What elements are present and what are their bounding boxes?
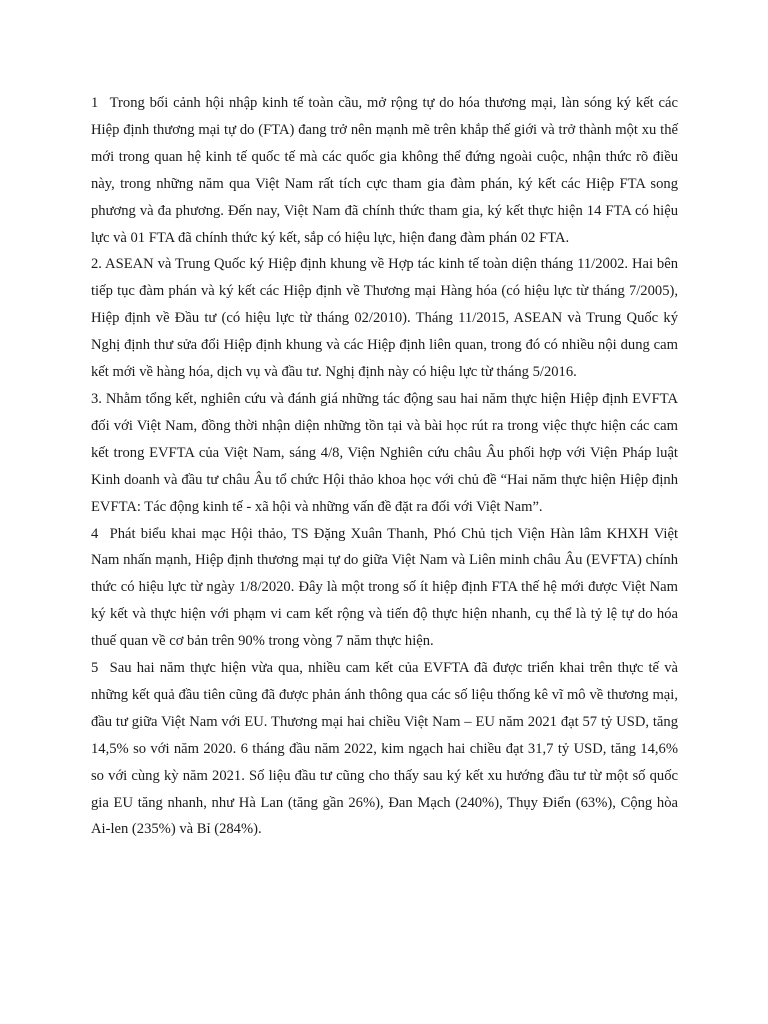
paragraph-5: 5 Sau hai năm thực hiện vừa qua, nhiều cam kết của EVFTA đã được triển khai trên thực tế và những kết quả đầu tiên cũng đã được phản ánh thông qua các số liệu thống kê vĩ mô về thương mại, đầu tư giữa Việt Nam với EU. Thương mại hai chiều Việt Nam – EU năm 2021 đạt 57 tỷ USD, tăng 14,5% so với năm 2020. 6 tháng đầu năm 2022, kim ngạch hai chiều đạt 31,7 tỷ USD, tăng 14,6% so với cùng kỳ năm 2021. Số liệu đầu tư cũng cho thấy sau ký kết xu hướng đầu tư từ một số quốc gia EU tăng nhanh, như Hà Lan (tăng gần 26%), Đan Mạch (240%), Thụy Điển (63%), Cộng hòa Ai-len (235%) và Bỉ (284%).	[91, 660, 678, 838]
paragraph-3: 3. Nhằm tổng kết, nghiên cứu và đánh giá những tác động sau hai năm thực hiện Hiệp định EVFTA đối với Việt Nam, đồng thời nhận diện những tồn tại và bài học rút ra trong việc thực hiện các cam kết trong EVFTA của Việt Nam, sáng 4/8, Viện Nghiên cứu châu Âu phối hợp với Viện Pháp luật Kinh doanh và đầu tư châu Âu tổ chức Hội thảo khoa học với chủ đề “Hai năm thực hiện Hiệp định EVFTA: Tác động kinh tế - xã hội và những vấn đề đặt ra đối với Việt Nam”.	[91, 390, 678, 515]
document-body	[91, 90, 678, 843]
paragraph-4: 4 Phát biểu khai mạc Hội thảo, TS Đặng Xuân Thanh, Phó Chủ tịch Viện Hàn lâm KHXH Việt Nam nhấn mạnh, Hiệp định thương mại tự do giữa Việt Nam và Liên minh châu Âu (EVFTA) chính thức có hiệu lực từ ngày 1/8/2020. Đây là một trong số ít hiệp định FTA thế hệ mới được Việt Nam ký kết và thực hiện với phạm vi cam kết rộng và tiến độ thực hiện nhanh, cụ thể là tỷ lệ tự do hóa thuế quan về cơ bản trên 90% trong vòng 7 năm thực hiện.	[91, 525, 678, 650]
paragraph-1: 1 Trong bối cảnh hội nhập kinh tế toàn cầu, mở rộng tự do hóa thương mại, làn sóng ký kết các Hiệp định thương mại tự do (FTA) đang trở nên mạnh mẽ trên khắp thế giới và trở thành một xu thế mới trong quan hệ kinh tế quốc tế mà các quốc gia không thể đứng ngoài cuộc, nhận thức rõ điều này, trong những năm qua Việt Nam rất tích cực tham gia đàm phán, ký kết các Hiệp FTA song phương và đa phương. Đến nay, Việt Nam đã chính thức tham gia, ký kết thực hiện 14 FTA có hiệu lực và 01 FTA đã chính thức ký kết, sắp có hiệu lực, hiện đang đàm phán 02 FTA.	[91, 95, 678, 246]
paragraph-2: 2. ASEAN và Trung Quốc ký Hiệp định khung về Hợp tác kinh tế toàn diện tháng 11/2002. Hai bên tiếp tục đàm phán và ký kết các Hiệp định về Thương mại Hàng hóa (có hiệu lực từ tháng 7/2005), Hiệp định về Đầu tư (có hiệu lực từ tháng 02/2010). Tháng 11/2015, ASEAN và Trung Quốc ký Nghị định thư sửa đổi Hiệp định khung và các Hiệp định liên quan, trong đó có nhiều nội dung cam kết mới về hàng hóa, dịch vụ và đầu tư. Nghị định này có hiệu lực từ tháng 5/2016.	[91, 256, 678, 381]
